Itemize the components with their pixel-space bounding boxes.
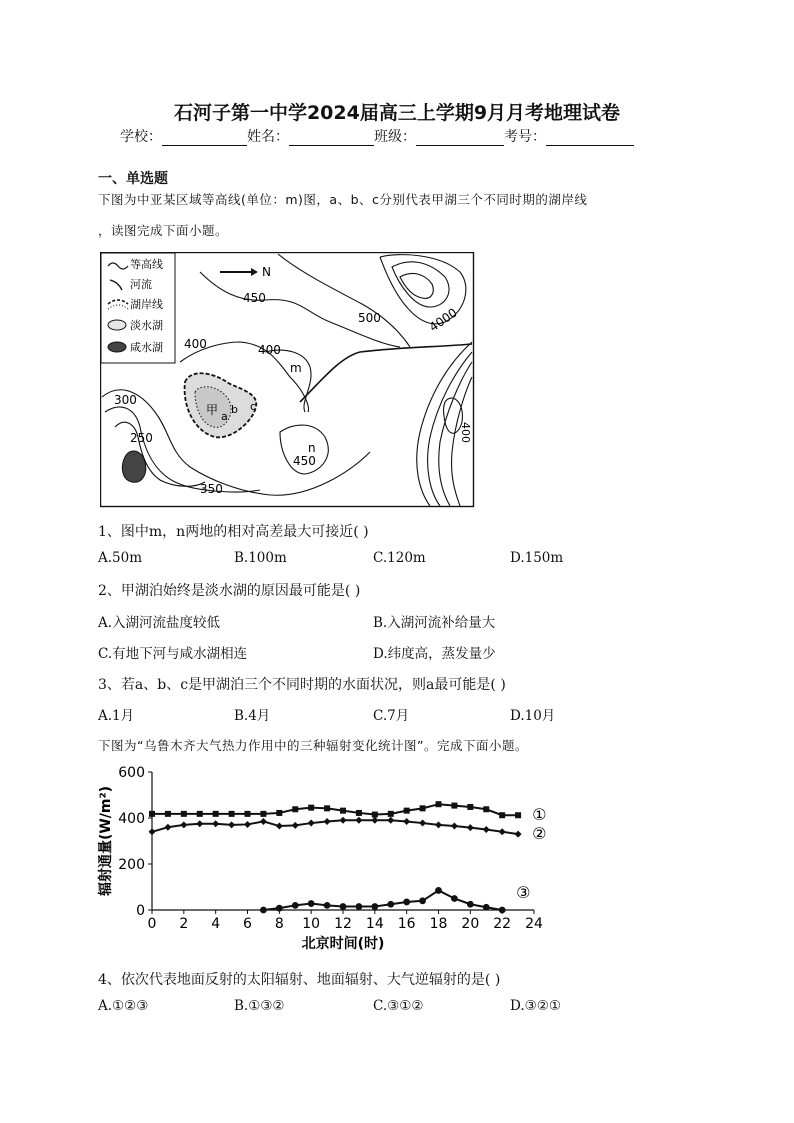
- series-label-2: ②: [532, 824, 547, 844]
- legend-label-shore: 湖岸线: [130, 298, 163, 311]
- q3-option-b[interactable]: B.4月: [234, 708, 271, 724]
- series-2-point: [276, 823, 283, 830]
- series-1-point: [308, 805, 314, 811]
- series-1-point: [483, 806, 489, 812]
- series-1-point: [340, 808, 346, 814]
- radiation-chart: [96, 762, 556, 962]
- y-axis-label: 辐射通量(W/m²): [98, 785, 114, 897]
- series-2-point: [387, 817, 394, 824]
- intro1-line2: ，读图完成下面小题。: [98, 223, 229, 238]
- series-2-point: [212, 820, 219, 827]
- q2-option-c[interactable]: C.有地下河与咸水湖相连: [98, 646, 248, 662]
- series-1-point: [229, 811, 235, 817]
- label-4000-south: 400: [459, 422, 472, 443]
- x-axis-label: 北京时间(时): [301, 936, 385, 952]
- series-1-point: [149, 811, 155, 817]
- q1-option-c[interactable]: C.120m: [373, 550, 426, 566]
- q4-option-a[interactable]: A.①②③: [98, 998, 149, 1014]
- q4-option-b[interactable]: B.①③②: [234, 998, 285, 1014]
- series-line-2: [152, 820, 518, 834]
- series-2-point: [228, 821, 235, 828]
- north-label: N: [262, 265, 271, 279]
- legend-label-contour: 等高线: [130, 258, 163, 271]
- y-tick-label: 400: [118, 811, 145, 827]
- series-1-point: [276, 810, 282, 816]
- series-1-point: [213, 811, 219, 817]
- x-tick-label: 12: [334, 916, 352, 932]
- legend-label-river: 河流: [130, 278, 152, 291]
- x-tick-label: 8: [274, 916, 284, 932]
- x-tick-label: 6: [243, 916, 252, 932]
- series-2-point: [324, 818, 331, 825]
- label-500: 500: [358, 311, 381, 325]
- series-1-point: [324, 805, 330, 811]
- series-1-point: [165, 811, 171, 817]
- series-1-point: [388, 811, 394, 817]
- series-line-1: [152, 804, 518, 815]
- series-2-point: [196, 820, 203, 827]
- label-450-north: 450: [243, 291, 266, 305]
- label-350: 350: [200, 482, 223, 496]
- series-2-point: [355, 817, 362, 824]
- series-3-point: [356, 903, 363, 910]
- series-3-point: [467, 901, 474, 908]
- series-3-point: [292, 902, 299, 909]
- label-m: m: [290, 361, 302, 375]
- series-3-point: [483, 904, 490, 911]
- q2-option-a[interactable]: A.入湖河流盐度较低: [98, 615, 221, 631]
- series-3-point: [435, 887, 442, 894]
- q4-option-d[interactable]: D.③②①: [510, 998, 561, 1014]
- school-label: 学校：: [120, 129, 162, 145]
- label-4000: 4000: [426, 305, 460, 335]
- class-label: 班级：: [374, 129, 416, 145]
- series-2-point: [292, 822, 299, 829]
- exam-no-label: 考号：: [504, 129, 546, 145]
- q1-option-b[interactable]: B.100m: [234, 550, 287, 566]
- series-1-point: [451, 803, 457, 809]
- label-c: c: [250, 400, 257, 413]
- question-1-stem: 1、图中m，n两地的相对高差最大可接近( ): [98, 524, 369, 540]
- series-3-point: [371, 903, 378, 910]
- x-tick-label: 10: [302, 916, 321, 932]
- intro1-line1: 下图为中亚某区域等高线(单位：m)图，a、b、c分别代表甲湖三个不同时期的湖岸线: [98, 192, 588, 207]
- q3-option-a[interactable]: A.1月: [98, 708, 135, 724]
- series-2-point: [419, 820, 426, 827]
- series-3-point: [499, 907, 506, 914]
- student-info-line: [120, 126, 634, 146]
- series-2-point: [435, 821, 442, 828]
- q1-option-a[interactable]: A.50m: [98, 550, 143, 566]
- series-2-point: [244, 821, 251, 828]
- series-line-3: [263, 890, 502, 910]
- series-1-point: [404, 808, 410, 814]
- label-300: 300: [114, 393, 137, 407]
- series-2-point: [483, 826, 490, 833]
- label-a: a: [221, 410, 228, 423]
- school-blank[interactable]: [162, 131, 247, 146]
- y-tick-label: 600: [118, 765, 145, 781]
- label-400-m: 400: [258, 343, 281, 357]
- x-tick-label: 22: [493, 916, 512, 932]
- series-1-point: [467, 804, 473, 810]
- series-1-point: [197, 811, 203, 817]
- series-2-point: [260, 818, 267, 825]
- x-tick-label: 16: [397, 916, 416, 932]
- contour-map: [100, 252, 475, 508]
- series-2-point: [499, 828, 506, 835]
- question-4-stem: 4、依次代表地面反射的太阳辐射、地面辐射、大气逆辐射的是( ): [98, 972, 501, 988]
- class-blank[interactable]: [416, 131, 504, 146]
- x-tick-label: 0: [147, 916, 157, 932]
- series-1-point: [436, 801, 442, 807]
- q2-option-b[interactable]: B.入湖河流补给量大: [373, 615, 496, 631]
- series-2-point: [180, 821, 187, 828]
- x-tick-label: 14: [365, 916, 384, 932]
- label-450-n: 450: [293, 454, 316, 468]
- label-n: n: [308, 441, 316, 455]
- series-1-point: [420, 805, 426, 811]
- series-2-point: [371, 817, 378, 824]
- series-1-point: [292, 806, 298, 812]
- series-2-point: [164, 824, 171, 831]
- series-3-point: [403, 899, 410, 906]
- series-3-point: [276, 905, 283, 912]
- x-tick-label: 2: [179, 916, 189, 932]
- series-1-point: [372, 812, 378, 818]
- q2-option-d[interactable]: D.纬度高，蒸发量少: [373, 646, 496, 662]
- series-1-point: [245, 811, 251, 817]
- x-tick-label: 18: [429, 916, 448, 932]
- q3-option-d[interactable]: D.10月: [510, 708, 556, 724]
- series-2-point: [467, 824, 474, 831]
- label-b: b: [231, 403, 238, 416]
- series-3-point: [419, 897, 426, 904]
- legend-label-salt-lake: 咸水湖: [130, 341, 163, 354]
- section-title: 一、单选题: [98, 171, 168, 187]
- series-1-point: [499, 812, 505, 818]
- series-2-point: [451, 823, 458, 830]
- q4-option-c[interactable]: C.③①②: [373, 998, 424, 1014]
- series-3-point: [451, 895, 458, 902]
- series-2-point: [515, 831, 522, 838]
- series-3-point: [387, 901, 394, 908]
- intro2: 下图为“乌鲁木齐大气热力作用中的三种辐射变化统计图”。完成下面小题。: [98, 738, 528, 753]
- question-2-stem: 2、甲湖泊始终是淡水湖的原因最可能是( ): [98, 583, 361, 599]
- series-2-point: [308, 820, 315, 827]
- series-1-point: [260, 811, 266, 817]
- label-lake-jia: 甲: [206, 403, 219, 417]
- series-2-point: [149, 828, 156, 835]
- y-tick-label: 0: [136, 903, 145, 919]
- series-1-point: [356, 810, 362, 816]
- name-label: 姓名：: [247, 129, 289, 145]
- legend-fresh-lake-symbol: [108, 320, 126, 330]
- series-label-1: ①: [532, 805, 547, 825]
- series-1-point: [515, 812, 521, 818]
- series-label-3: ③: [516, 883, 531, 902]
- legend-salt-lake-symbol: [108, 342, 126, 352]
- x-tick-label: 20: [461, 916, 480, 932]
- series-3-point: [340, 903, 347, 910]
- name-blank[interactable]: [289, 131, 374, 146]
- series-3-point: [308, 900, 315, 907]
- q1-option-d[interactable]: D.150m: [510, 550, 564, 566]
- x-tick-label: 4: [211, 916, 221, 932]
- exam-no-blank[interactable]: [546, 131, 634, 146]
- q3-option-c[interactable]: C.7月: [373, 708, 410, 724]
- label-400-west: 400: [184, 337, 207, 351]
- page-title: 石河子第一中学2024届高三上学期9月月考地理试卷: [173, 102, 621, 124]
- series-3-point: [324, 902, 331, 909]
- label-250: 250: [130, 431, 153, 445]
- legend-label-fresh-lake: 淡水湖: [130, 319, 163, 332]
- question-3-stem: 3、若a、b、c是甲湖泊三个不同时期的水面状况，则a最可能是( ): [98, 677, 506, 693]
- x-tick-label: 24: [525, 916, 543, 932]
- salt-lake: [122, 451, 145, 482]
- series-2-point: [340, 817, 347, 824]
- y-tick-label: 200: [118, 857, 145, 873]
- series-3-point: [260, 907, 267, 914]
- series-1-point: [181, 811, 187, 817]
- series-2-point: [403, 818, 410, 825]
